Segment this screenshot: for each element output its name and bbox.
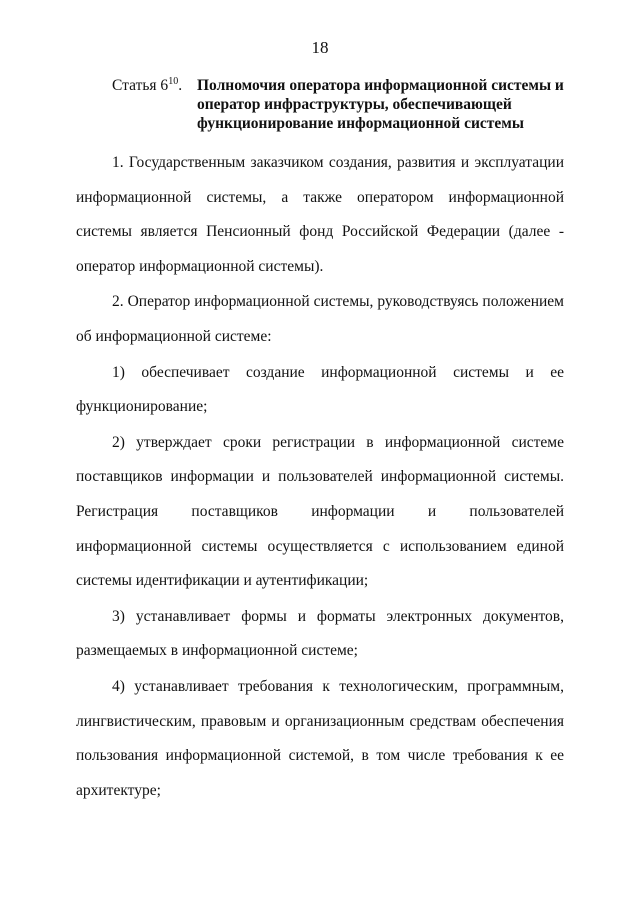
paragraph-1: 1. Государственным заказчиком создания, развития и эксплуатации информационной системы, а также оператором информационной системы является Пенсионный фонд Российской Федерации (далее - оператор информационной системы). — [76, 154, 564, 275]
subitem-2: 2) утверждает сроки регистрации в информационной системе поставщиков информации и пользователей информационной системы. Регистрация поставщиков информации и пользователей информационной системы осуществляется с использованием единой системы идентификации и аутентификации; — [76, 433, 564, 590]
document-body — [76, 146, 564, 808]
subitem-4: 4) устанавливает требования к технологическим, программным, лингвистическим, правовым и организационным средствам обеспечения пользования информационной системой, в том числе требования к ее архитектуре; — [76, 677, 564, 799]
article-label-prefix: Статья 6 — [112, 77, 169, 94]
article-title: Полномочия оператора информационной системы и оператор инфраструктуры, обеспечивающей функционирование информационной системы — [197, 77, 564, 132]
page-number: 18 — [311, 38, 329, 57]
article-label-suffix: . — [178, 77, 183, 94]
article-label — [112, 76, 182, 95]
paragraph-2: 2. Оператор информационной системы, руководствуясь положением об информационной системе: — [76, 293, 564, 345]
subitem-3: 3) устанавливает формы и форматы электронных документов, размещаемых в информационной системе; — [76, 607, 564, 660]
subitem-1: 1) обеспечивает создание информационной системы и ее функционирование; — [76, 363, 564, 416]
article-number-superscript: 10 — [168, 76, 179, 87]
